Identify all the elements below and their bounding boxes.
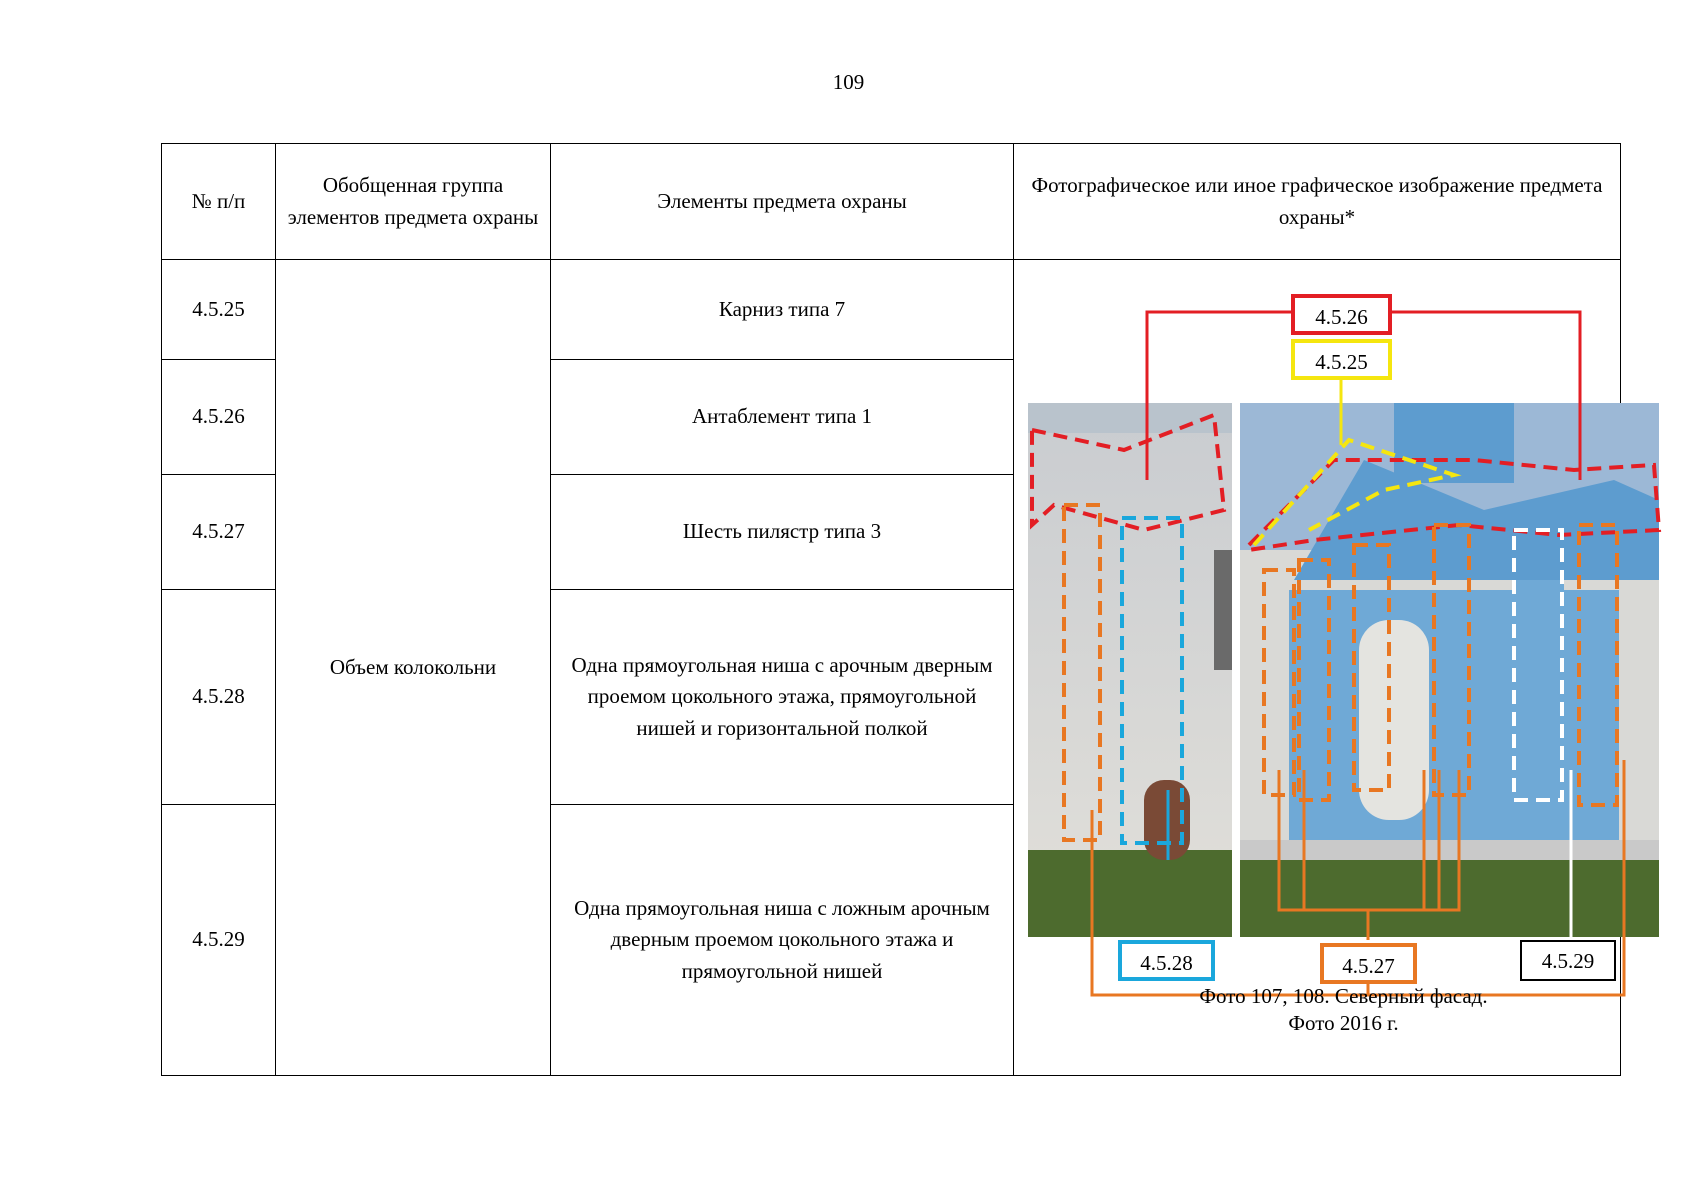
row-element: Антаблемент типа 1 <box>551 360 1014 475</box>
label-4-5-28: 4.5.28 <box>1118 940 1215 981</box>
row-num: 4.5.27 <box>162 475 276 590</box>
label-4-5-25: 4.5.25 <box>1291 339 1392 380</box>
caption-line-1: Фото 107, 108. Северный фасад. <box>1199 984 1488 1008</box>
row-num: 4.5.26 <box>162 360 276 475</box>
label-4-5-27: 4.5.27 <box>1320 943 1417 984</box>
row-num: 4.5.25 <box>162 260 276 360</box>
row-element: Карниз типа 7 <box>551 260 1014 360</box>
photo-107 <box>1028 403 1232 937</box>
header-group: Обобщенная группа элементов предмета охраны <box>276 144 551 260</box>
row-element: Шесть пилястр типа 3 <box>551 475 1014 590</box>
table-header-row <box>162 144 1621 260</box>
header-image: Фотографическое или иное графическое изображение предмета охраны* <box>1014 144 1621 260</box>
protection-table <box>161 143 1621 1076</box>
caption-line-2: Фото 2016 г. <box>1288 1011 1399 1035</box>
row-num: 4.5.28 <box>162 590 276 805</box>
row-element: Одна прямоугольная ниша с ложным арочным дверным проемом цокольного этажа и прямоугольной нишей <box>551 805 1014 1076</box>
label-4-5-29: 4.5.29 <box>1520 940 1616 981</box>
photo-cell <box>1014 260 1621 1076</box>
group-cell: Объем колокольни <box>276 260 551 1076</box>
facade-figure <box>1014 260 1673 1074</box>
header-elements: Элементы предмета охраны <box>551 144 1014 260</box>
row-element: Одна прямоугольная ниша с арочным дверным проемом цокольного этажа, прямоугольной нишей и горизонтальной полкой <box>551 590 1014 805</box>
header-num: № п/п <box>162 144 276 260</box>
label-4-5-26: 4.5.26 <box>1291 294 1392 335</box>
row-num: 4.5.29 <box>162 805 276 1076</box>
page-number: 109 <box>832 70 865 94</box>
table-row <box>162 260 1621 360</box>
